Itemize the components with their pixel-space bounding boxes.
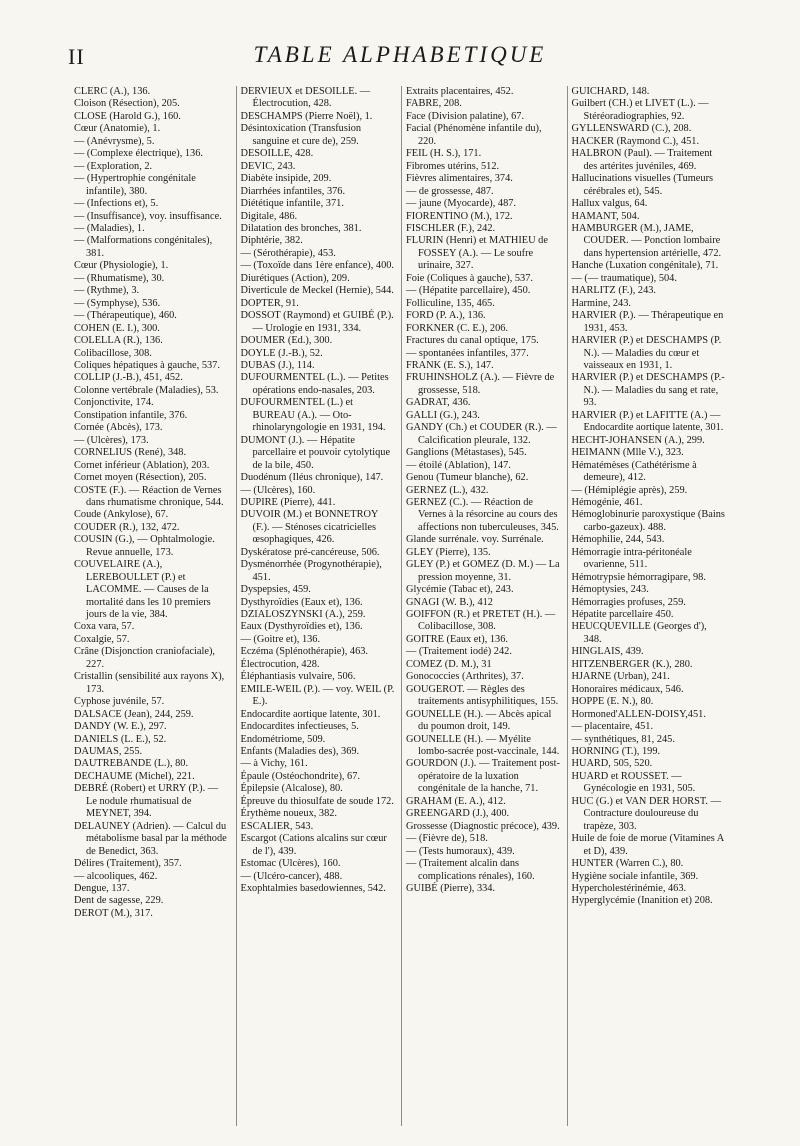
index-entry: — (— traumatique), 504. [571,272,677,284]
index-entry: DZIALOSZYNSKI (A.), 259. [240,609,366,621]
index-entry: DAUTREBANDE (L.), 80. [74,758,189,770]
index-entry: — (Goitre et), 136. [240,633,321,645]
index-entry: FEIL (H. S.), 171. [406,148,482,160]
index-entry: GREENGARD (J.), 400. [406,808,510,820]
index-entry: Endocardites infectieuses, 5. [240,721,359,733]
index-entry: HINGLAIS, 439. [571,646,644,658]
index-entry: HITZENBERGER (K.), 280. [571,658,693,670]
index-entry: Hanche (Luxation congénitale), 71. [571,260,719,272]
index-entry: Face (Division palatine), 67. [406,110,525,122]
index-entry: FLURIN (Henri) et MATHIEU de FOSSEY (A.). — Le soufre urinaire, 327. [406,235,548,272]
index-entry: Constipation infantile, 376. [74,409,188,421]
index-entry: — (Maladies), 1. [74,222,145,234]
index-entry: GOURDON (J.). — Traitement post-opératoire de la luxation congénitale de la hanche, 71. [406,758,561,795]
index-entry: — (Thérapeutique), 460. [74,310,177,322]
index-entry: COLLIP (J.-B.), 451, 452. [74,372,183,384]
index-entry: COMEZ (D. M.), 31 [406,658,492,670]
index-entry: — (Traitement alcalin dans complications rénales), 160. [406,858,535,882]
index-entry: Diurétiques (Action), 209. [240,272,350,284]
index-entry: Hémotrypsie hémorragipare, 98. [571,571,706,583]
index-entry: — (Complexe électrique), 136. [74,148,203,160]
index-entry: Épreuve du thiosulfate de soude 172. [240,795,394,807]
index-column-1 [70,86,236,1126]
index-entry: HUC (G.) et VAN DER HORST. — Contracture douloureuse du trapèze, 303. [571,795,721,832]
index-entry: GOIFFON (R.) et PRETET (H.). — Colibacillose, 308. [406,609,556,633]
index-entry: FIORENTINO (M.), 172. [406,210,513,222]
index-entry: — (Insuffisance), voy. insuffisance. [74,210,222,222]
index-entry: COHEN (E. I.), 300. [74,322,160,334]
index-entry: DOPTER, 91. [240,297,299,309]
index-entry: Coliques hépatiques à gauche, 537. [74,359,220,371]
index-entry: — (Exploration, 2. [74,160,153,172]
index-entry: Conjonctivite, 174. [74,397,154,409]
index-entry: DECHAUME (Michel), 221. [74,770,195,782]
index-entry: Dysménorrhée (Progynothérapie), 451. [240,559,382,583]
index-entry: DUFOURMENTEL (L.). — Petites opérations endo-nasales, 203. [240,372,389,396]
index-entry: GERNEZ (L.), 432. [406,484,489,496]
index-entry: COUVELAIRE (A.), LEREBOULLET (P.) et LACOMME. — Causes de la mortalité dans les 10 premiers jours de la vie, 384. [74,559,211,621]
index-entry: Folliculine, 135, 465. [406,297,495,309]
index-entry: HJARNE (Urban), 241. [571,671,670,683]
index-entry: GOUGEROT. — Règles des traitements antisyphilitiques, 155. [406,683,559,708]
index-entry: Dilatation des bronches, 381. [240,222,362,234]
index-entry: — (Ulcères), 173. [74,434,149,446]
index-entry: Épilepsie (Alcalose), 80. [240,783,343,795]
index-entry: Eaux (Dysthyroïdies et), 136. [240,621,363,633]
index-entry: Dyskératose pré-cancéreuse, 506. [240,546,380,558]
index-entry: Hémoglobinurie paroxystique (Bains carbo-gazeux). 488. [571,509,725,533]
index-entry: — (Sérothérapie), 453. [240,247,336,259]
index-entry: FISCHLER (F.), 242. [406,222,496,234]
index-entry: Diphtérie, 382. [240,235,303,247]
index-entry: HAMANT, 504. [571,210,640,222]
index-entry: HACKER (Raymond C.), 451. [571,135,700,147]
index-entry: Colibacillose, 308. [74,347,152,359]
index-entry: FORKNER (C. E.), 206. [406,322,509,334]
index-entry: Honoraires médicaux, 546. [571,683,684,695]
index-entry: Duodénum (Iléus chronique), 147. [240,472,384,484]
index-entry: FORD (P. A.), 136. [406,310,486,322]
index-entry: COLELLA (R.), 136. [74,335,163,347]
index-entry: Genou (Tumeur blanche), 62. [406,472,529,484]
index-entry: Hygiène sociale infantile, 369. [571,870,699,882]
index-entry: Grossesse (Diagnostic précoce), 439. [406,820,560,832]
index-entry: DOSSOT (Raymond) et GUIBÉ (P.). — Urologie en 1931, 334. [240,310,394,334]
index-entry: Cornet moyen (Résection), 205. [74,472,207,484]
index-entry: Électrocution, 428. [240,658,320,670]
index-entry: GLEY (P.) et GOMEZ (D. M.) — La pression moyenne, 31. [406,559,560,583]
index-entry: Eczéma (Splénothérapie), 463. [240,646,369,658]
index-entry: Délires (Traitement), 357. [74,858,182,870]
index-entry: DEROT (M.), 317. [74,907,153,919]
index-entry: — (Anévrysme), 5. [74,135,155,147]
index-entry: Endocardite aortique latente, 301. [240,708,381,720]
index-entry: Coxalgie, 57. [74,633,130,645]
index-entry: Colonne vertébrale (Maladies), 53. [74,384,219,396]
page-number: II [68,44,85,69]
index-entry: DUBAS (J.), 114. [240,359,315,371]
index-entry: DEVIC, 243. [240,160,296,172]
index-entry: Hémogénie, 461. [571,496,643,508]
index-entry: Hémorragies profuses, 259. [571,596,686,608]
index-columns [70,86,732,1126]
index-entry: Cœur (Physiologie), 1. [74,260,169,272]
index-entry: GALLI (G.), 243. [406,409,480,421]
index-entry: — spontanées infantiles, 377. [406,347,529,359]
index-entry: FRANK (E. S.), 147. [406,359,494,371]
index-entry: DUPIRE (Pierre), 441. [240,496,336,508]
index-entry: DANIELS (L. E.), 52. [74,733,167,745]
index-entry: HOPPE (E. N.), 80. [571,696,654,708]
index-entry: Estomac (Ulcères), 160. [240,858,341,870]
index-entry: HEUCQUEVILLE (Georges d'), 348. [571,621,707,645]
index-entry: GOUNELLE (H.). — Abcès apical du poumon droit, 149. [406,708,552,733]
index-entry: Cloison (Résection), 205. [74,98,180,110]
index-entry: Hémoptysies, 243. [571,584,649,596]
index-entry: Diarrhées infantiles, 376. [240,185,346,197]
index-entry: HUNTER (Warren C.), 80. [571,858,684,870]
index-entry: DUVOIR (M.) et BONNETROY (F.). — Sténoses cicatricielles œsophagiques, 426. [240,509,379,546]
index-entry: HAMBURGER (M.), JAME, COUDER. — Ponction lombaire dans hypertension artérielle, 472. [571,222,722,259]
index-entry: GLEY (Pierre), 135. [406,546,491,558]
index-entry: GUIBÉ (Pierre), 334. [406,883,496,894]
index-entry: DERVIEUX et DESOILLE. — Électrocution, 428. [240,86,371,110]
index-entry: — (Hypertrophie congénitale infantile), 380. [74,173,196,197]
index-entry: CLERC (A.), 136. [74,86,151,97]
index-entry: Épaule (Ostéochondrite), 67. [240,770,360,782]
index-entry: Hépatite parcellaire 450. [571,609,674,621]
index-entry: HORNING (T.), 199. [571,746,661,758]
index-entry: DANDY (W. E.), 297. [74,721,167,733]
index-entry: — (Rythme), 3. [74,285,140,297]
index-entry: Hallux valgus, 64. [571,198,648,210]
index-entry: — placentaire, 451. [571,721,654,733]
index-entry: — (Ulcéro-cancer), 488. [240,870,343,882]
index-entry: DUMONT (J.). — Hépatite parcellaire et pouvoir cytolytique de la bile, 450. [240,434,391,471]
index-entry: Dyspepsies, 459. [240,584,311,596]
index-entry: — (Toxoïde dans 1ère enfance), 400. [240,260,395,272]
index-entry: Cyphose juvénile, 57. [74,696,165,708]
index-entry: COSTE (F.). — Réaction de Vernes dans rhumatisme chronique, 544. [74,484,224,508]
index-entry: GNAGI (W. B.), 412 [406,596,493,608]
index-entry: Érythème noueux, 382. [240,808,338,820]
index-entry: CLOSE (Harold G.), 160. [74,110,181,122]
index-entry: Dengue, 137. [74,883,130,894]
index-entry: GOITRE (Eaux et), 136. [406,633,508,645]
index-entry: — synthétiques, 81, 245. [571,733,675,745]
index-entry: Digitale, 486. [240,210,298,222]
index-entry: Hématémèses (Cathétérisme à demeure), 412. [571,459,697,484]
index-entry: CORNELIUS (René), 348. [74,447,187,459]
index-entry: Cornet inférieur (Ablation), 203. [74,459,210,471]
index-entry: HARLITZ (F.), 243. [571,285,656,297]
index-entry: HARVIER (P.) et DESCHAMPS (P.-N.). — Maladies du sang et rate, 93. [571,372,725,409]
index-entry: Escargot (Cations alcalins sur cœur de l'), 439. [240,833,387,857]
index-entry: — jaune (Myocarde), 487. [406,198,517,210]
index-entry: DELAUNEY (Adrien). — Calcul du métabolisme basal par la méthode de Benedict, 363. [74,820,227,857]
index-entry: FRUHINSHOLZ (A.). — Fièvre de grossesse, 518. [406,372,555,396]
index-entry: Extraits placentaires, 452. [406,86,514,97]
index-entry: Coxa vara, 57. [74,621,135,633]
index-entry: — (Hépatite parcellaire), 450. [406,285,531,297]
index-entry: Glande surrénale. voy. Surrénale. [406,534,544,546]
index-entry: — (Ulcères), 160. [240,484,316,496]
index-entry: Fractures du canal optique, 175. [406,335,539,347]
index-entry: Diverticule de Meckel (Hernie), 544. [240,285,394,297]
index-entry: Dent de sagesse, 229. [74,895,164,907]
index-entry: DALSACE (Jean), 244, 259. [74,708,194,720]
index-entry: DESOILLE, 428. [240,148,314,160]
index-column-3 [401,86,567,1126]
index-entry: Glycémie (Tabac et), 243. [406,584,514,596]
index-entry: GOUNELLE (H.). — Myélite lombo-sacrée post-vaccinale, 144. [406,733,560,758]
page-title: TABLE ALPHABETIQUE [253,42,547,67]
index-entry: Huile de foie de morue (Vitamines A et D), 439. [571,833,724,857]
index-entry: Coude (Ankylose), 67. [74,509,169,521]
index-entry: — (Fièvre de), 518. [406,833,488,845]
index-entry: GYLLENSWARD (C.), 208. [571,123,692,135]
index-entry: — étoilé (Ablation), 147. [406,459,511,471]
index-entry: DESCHAMPS (Pierre Noël), 1. [240,110,373,122]
index-entry: Désintoxication (Transfusion sanguine et cure de), 259. [240,123,362,147]
index-column-4 [567,86,733,1126]
index-entry: Hémorragie intra-péritonéale ovarienne, 511. [571,546,692,571]
index-entry: Fièvres alimentaires, 374. [406,173,513,185]
index-entry: Crâne (Disjonction craniofaciale), 227. [74,646,216,670]
index-entry: Gonococcies (Arthrites), 37. [406,671,524,683]
index-entry: GANDY (Ch.) et COUDER (R.). — Calcification pleurale, 132. [406,422,557,446]
index-entry: EMILE-WEIL (P.). — voy. WEIL (P. E.). [240,683,395,708]
index-entry: Fibromes utérins, 512. [406,160,500,172]
index-entry: — de grossesse, 487. [406,185,494,197]
index-entry: Hypercholestérinémie, 463. [571,883,687,894]
index-entry: — (Infections et), 5. [74,198,159,210]
index-entry: Cornée (Abcès), 173. [74,422,163,434]
index-entry: — alcooliques, 462. [74,870,158,882]
index-entry: Harmine, 243. [571,297,631,309]
index-entry: — (Rhumatisme), 30. [74,272,165,284]
index-entry: Hallucinations visuelles (Tumeurs cérébrales et), 545. [571,173,714,197]
index-entry: — (Malformations congénitales), 381. [74,235,213,259]
index-entry: FABRE, 208. [406,98,462,110]
index-entry: HEIMANN (Mlle V.), 323. [571,447,684,459]
index-entry: Hormoned'ALLEN-DOISY,451. [571,708,706,720]
index-entry: HARVIER (P.) et DESCHAMPS (P. N.). — Maladies du cœur et vaisseaux en 1931, 1. [571,335,722,371]
index-entry: Diabète insipide, 209. [240,173,332,185]
index-entry: Cristallin (sensibilité aux rayons X), 173. [74,671,225,695]
index-entry: — (Traitement iodé) 242. [406,646,512,658]
index-entry: Facial (Phénomène infantile du), 220. [406,123,542,147]
index-entry: Dysthyroïdies (Eaux et), 136. [240,596,363,608]
index-entry: Diététique infantile, 371. [240,198,344,210]
index-entry: — (Symphyse), 536. [74,297,161,309]
index-entry: COUDER (R.), 132, 472. [74,521,180,533]
index-entry: DAUMAS, 255. [74,746,143,758]
index-entry: — (Tests humoraux), 439. [406,845,515,857]
index-entry: Hémophilie, 244, 543. [571,534,665,546]
index-entry: ESCALIER, 543. [240,820,314,832]
index-entry: GRAHAM (E. A.), 412. [406,795,506,807]
index-entry: GADRAT, 436. [406,397,471,409]
index-entry: GUICHARD, 148. [571,86,650,97]
index-entry: Endométriome, 509. [240,733,326,745]
index-entry: HUARD, 505, 520. [571,758,653,770]
index-entry: Guilbert (CH.) et LIVET (L.). — Stéréoradiographies, 92. [571,98,709,122]
index-entry: — à Vichy, 161. [240,758,308,770]
index-entry: HALBRON (Paul). — Traitement des artérites juvéniles, 469. [571,148,713,172]
index-entry: COUSIN (G.), — Ophtalmologie. Revue annuelle, 173. [74,534,215,558]
index-entry: Ganglions (Métastases), 545. [406,447,527,459]
index-entry: Éléphantiasis vulvaire, 506. [240,671,356,683]
index-entry: DEBRÉ (Robert) et URRY (P.). — Le nodule rhumatisual de MEYNET, 394. [74,783,219,820]
index-entry: DOYLE (J.-B.), 52. [240,347,323,359]
index-entry: Hyperglycémie (Inanition et) 208. [571,895,713,907]
index-entry: GERNEZ (C.). — Réaction de Vernes à la résorcine au cours des affections non tuberculeuses, 345. [406,496,559,533]
index-entry: HARVIER (P.). — Thérapeutique en 1931, 453. [571,310,724,334]
index-entry: HUARD et ROUSSET. — Gynécologie en 1931, 505. [571,770,696,795]
index-entry: HARVIER (P.) et LAFITTE (A.) — Endocardite aortique latente, 301. [571,409,724,434]
index-entry: DUFOURMENTEL (L.) et BUREAU (A.). — Oto-rhinolaryngologie en 1931, 194. [240,397,386,434]
index-column-2 [236,86,402,1126]
index-entry: Exophtalmies basedowiennes, 542. [240,883,386,894]
index-entry: — (Hémiplégie après), 259. [571,484,688,496]
index-entry: Enfants (Maladies des), 369. [240,746,360,758]
index-entry: DOUMER (Ed.), 300. [240,335,333,347]
index-entry: HECHT-JOHANSEN (A.), 299. [571,434,705,446]
index-entry: Foie (Coliques à gauche), 537. [406,272,533,284]
index-entry: Cœur (Anatomie), 1. [74,123,161,135]
